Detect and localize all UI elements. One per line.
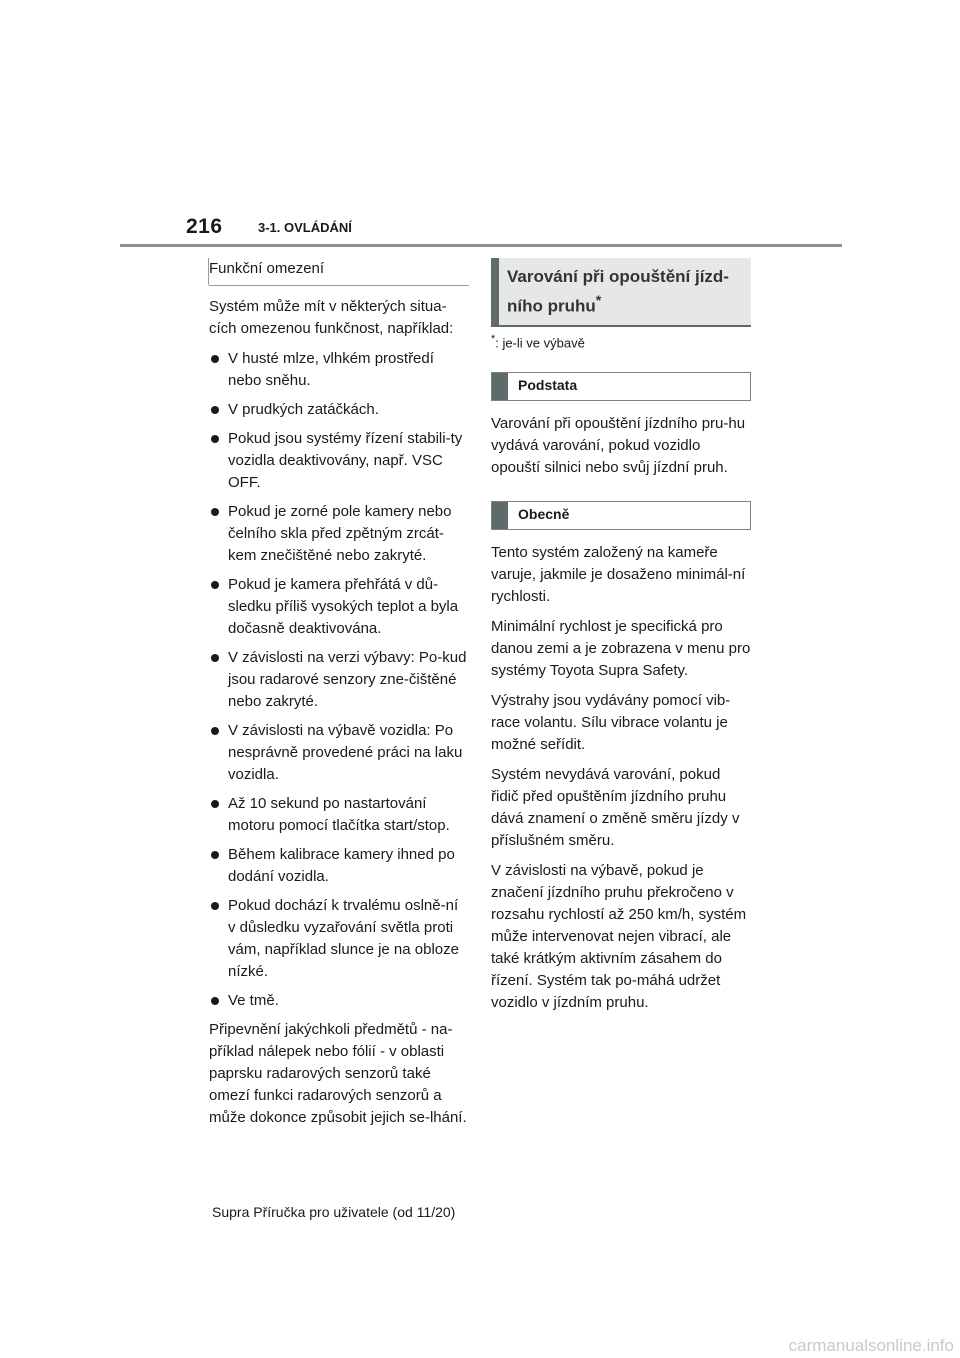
footnote-mark: * [491,332,496,345]
bullet-icon [211,851,219,859]
list-item-text: V závislosti na verzi výbavy: Po-kud jsou radarové senzory zne-čištěné nebo zakryté. [228,649,467,710]
list-item-text: V husté mlze, vlhkém prostředí nebo sněhu. [228,350,434,389]
list-item-text: Až 10 sekund po nastartování motoru pomocí tlačítka start/stop. [228,795,450,834]
list-item-text: Pokud je kamera přehřátá v dů-sledku příliš vysokých teplot a byla dočasně deaktivována. [228,576,459,637]
list-item [209,895,469,983]
list-item-text: Během kalibrace kamery ihned po dodání vozidla. [228,846,455,885]
section-title-mark: * [595,293,602,309]
bullet-icon [211,654,219,662]
list-item [209,990,469,1012]
general-paragraph: Výstrahy jsou vydávány pomocí vib-race volantu. Sílu vibrace volantu je možné seřídit. [491,691,731,753]
list-item-text: V závislosti na výbavě vozidla: Po nesprávně provedené práci na laku vozidla. [228,722,463,783]
list-item [209,720,469,786]
list-item-text: V prudkých zatáčkách. [228,401,379,418]
list-item-text: Pokud jsou systémy řízení stabili-ty vozidla deaktivovány, např. VSC OFF. [228,430,463,491]
general-paragraph: Systém nevydává varování, pokud řidič před opuštěním jízdního pruhu dává znamení o změně směru jízdy v příslušném směru. [491,765,740,849]
header-rule [120,244,842,247]
subheading-general [491,501,751,530]
list-item-text: Pokud dochází k trvalému oslně-ní v důsledku vyzařování světla proti vám, například slunce je na obloze nízké. [228,897,459,980]
bullet-icon [211,406,219,414]
general-paragraph: Tento systém založený na kameře varuje, jakmile je dosaženo minimál-ní rychlosti. [491,543,746,605]
bullet-icon [211,508,219,516]
bullet-icon [211,800,219,808]
list-item [209,399,469,421]
list-item [209,647,469,713]
list-item [209,844,469,888]
list-item [209,428,469,494]
watermark: carmanualsonline.info [788,1336,954,1355]
footnote-text: : je-li ve výbavě [495,334,585,350]
footnote [491,333,751,350]
list-item [209,348,469,392]
bullet-icon [211,355,219,363]
bullet-icon [211,997,219,1005]
footer-text: Supra Příručka pro uživatele (od 11/20) [212,1204,456,1220]
limits-list [209,348,469,1012]
subheading-principle [491,372,751,401]
subheading-text: Podstata [518,376,578,393]
list-item [209,574,469,640]
heading-function-limits: Funkční omezení [209,258,469,286]
section-title-text: Varování při opouštění jízd-ního pruhu [507,267,729,316]
outro-paragraph: Připevnění jakýchkoli předmětů - na-příklad nálepek nebo fólií - v oblasti paprsku radarových senzorů také omezí funkci radarových senzorů a může dokonce způsobit jejich se-lhání. [209,1021,467,1126]
subheading-bar [492,502,508,529]
left-column [209,258,469,1137]
chapter-title: 3-1. OVLÁDÁNÍ [258,220,352,235]
general-paragraph: Minimální rychlost je specifická pro danou zemi a je zobrazena v menu pro systémy Toyota Supra Safety. [491,617,751,679]
list-item [209,793,469,837]
section-title-bar [491,258,499,325]
section-title-lane-departure [491,258,751,327]
subheading-bar [492,373,508,400]
intro-paragraph: Systém může mít v některých situa-cích omezenou funkčnost, například: [209,298,454,337]
bullet-icon [211,581,219,589]
subheading-text: Obecně [518,505,570,522]
page-number: 216 [186,215,223,238]
list-item-text: Ve tmě. [228,992,279,1009]
principle-paragraph: Varování při opouštění jízdního pru-hu vydává varování, pokud vozidlo opouští silnici nebo svůj jízdní pruh. [491,414,746,476]
right-column [491,258,751,1022]
bullet-icon [211,727,219,735]
list-item-text: Pokud je zorné pole kamery nebo čelního skla před zpětným zrcát-kem znečištěné nebo zakryté. [228,503,452,564]
general-paragraph: V závislosti na výbavě, pokud je značení jízdního pruhu překročeno v rozsahu rychlostí až 250 km/h, systém může intervenovat nejen vibrací, ale také krátkým aktivním zásahem do řízení. Systém tak po-máhá udržet vozidlo v jízdním pruhu. [491,861,747,1011]
bullet-icon [211,902,219,910]
bullet-icon [211,435,219,443]
list-item [209,501,469,567]
